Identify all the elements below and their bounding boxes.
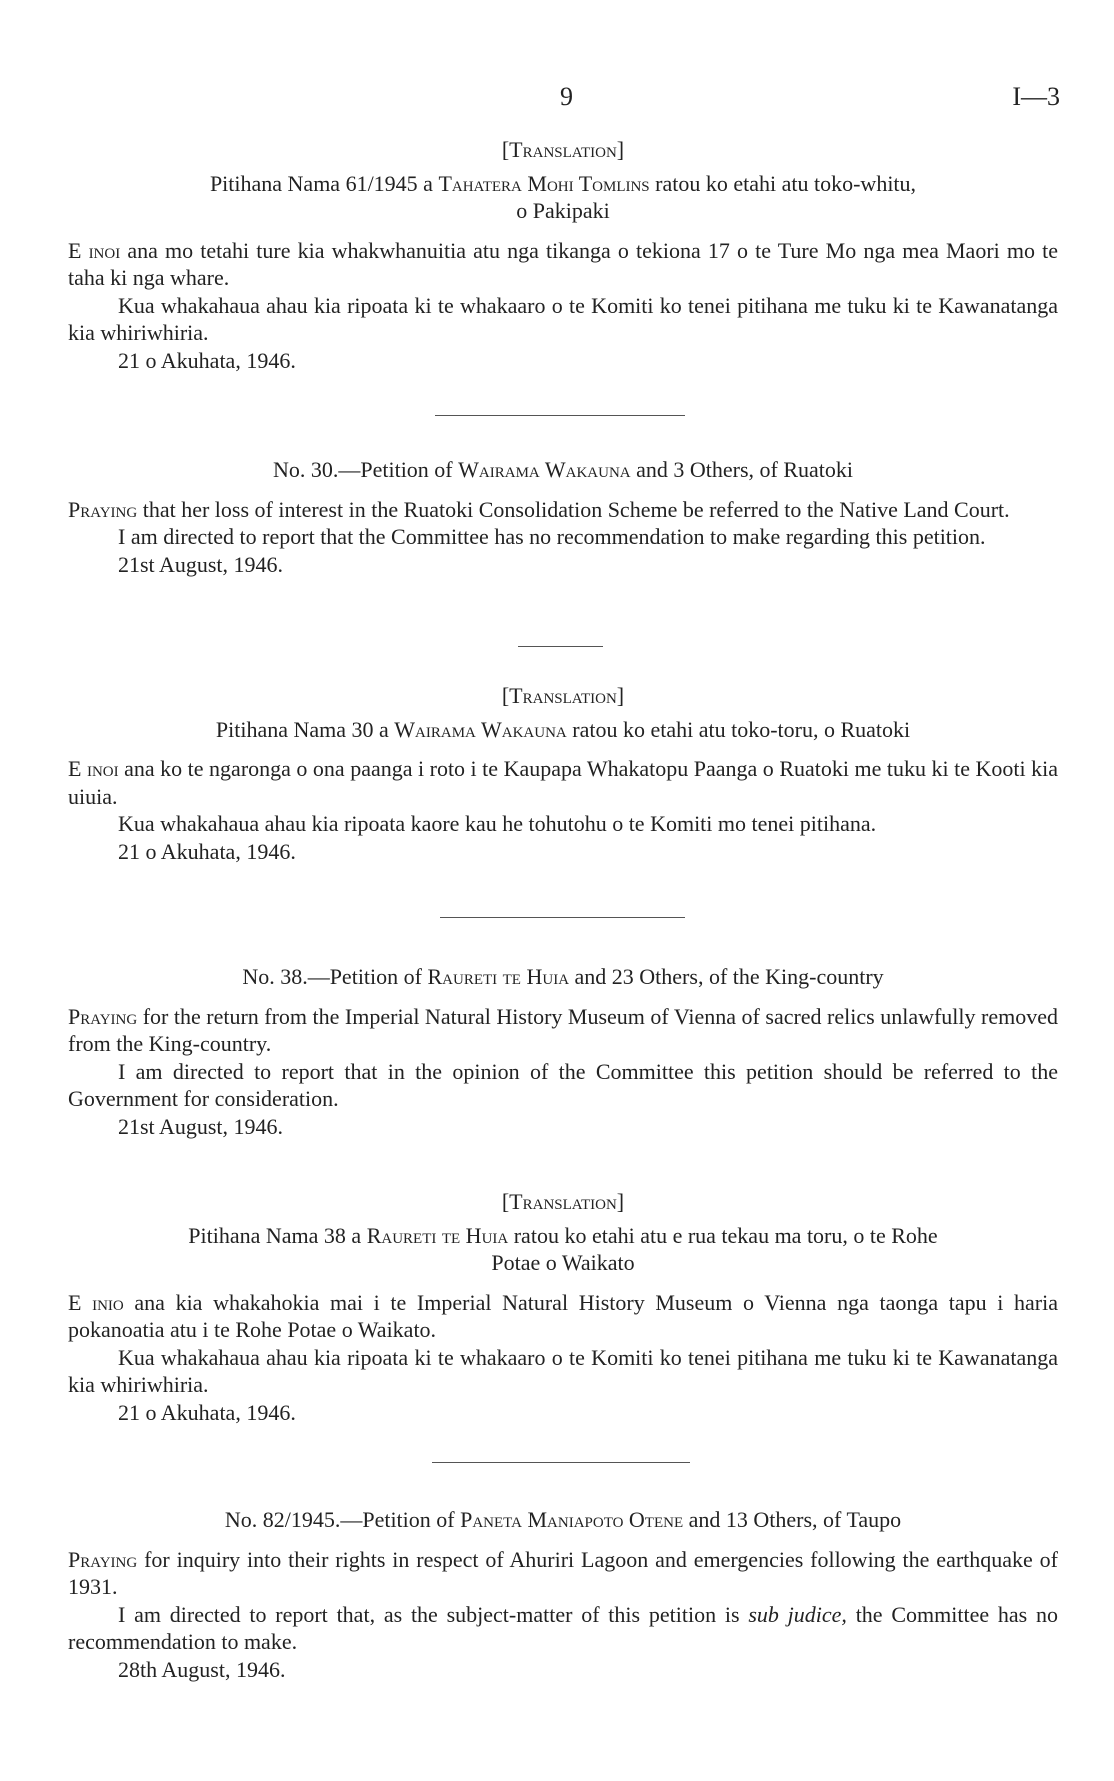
translation-section-61-1945: [68, 136, 1058, 374]
lead-word: Praying: [68, 1003, 138, 1029]
petitioner-name: Tahatera Mohi Tomlins: [438, 170, 650, 196]
petition-title: [68, 1506, 1058, 1534]
petition-title: [68, 1222, 1058, 1277]
report-text: I am directed to report that, as the subject-matter of this petition is: [118, 1601, 749, 1627]
petitioner-name: Paneta Maniapoto Otene: [460, 1507, 684, 1532]
section-divider: [435, 415, 685, 416]
report-date: 28th August, 1946.: [118, 1656, 286, 1682]
committee-report: I am directed to report that the Committee has no recommendation to make regarding this petition.: [118, 524, 986, 549]
petition-prayer: [68, 237, 1058, 292]
petition-prayer: [68, 1546, 1058, 1601]
section-divider: [440, 917, 685, 918]
committee-report: Kua whakahaua ahau kia ripoata ki te whakaaro o te Komiti ko tenei pitihana me tuku ki te Kawanatanga kia whiriwhiria.: [68, 292, 1058, 345]
title-line2: Potae o Waikato: [491, 1250, 635, 1275]
report-date: 21st August, 1946.: [118, 551, 284, 577]
petition-section-82-1945: [68, 1506, 1058, 1683]
translation-heading: [Translation]: [501, 137, 625, 162]
title-prefix: Pitihana Nama 30 a: [215, 716, 395, 742]
report-date: 21 o Akuhata, 1946.: [118, 1399, 296, 1425]
committee-report: [68, 1601, 1058, 1656]
petitioner-name: Wairama Wakauna: [394, 716, 567, 742]
petition-prayer: [68, 755, 1058, 810]
petition-title: [68, 456, 1058, 484]
petition-prayer: [68, 1003, 1058, 1058]
petitioner-name: Wairama Wakauna: [458, 457, 631, 482]
petition-title: [68, 716, 1058, 744]
report-date: 21 o Akuhata, 1946.: [118, 347, 296, 373]
petition-section-38: [68, 963, 1058, 1140]
page-reference: I—3: [1012, 82, 1060, 111]
prayer-text: ana mo tetahi ture kia whakwhanuitia atu nga tikanga o tekiona 17 o te Ture Mo nga mea Maori mo te taha ki nga whare.: [68, 237, 1059, 290]
title-suffix: ratou ko etahi atu e rua tekau ma toru, o te Rohe: [508, 1222, 938, 1248]
title-suffix: ratou ko etahi atu toko-toru, o Ruatoki: [566, 716, 911, 742]
title-line2: o Pakipaki: [516, 198, 610, 223]
translation-heading: [Translation]: [501, 683, 625, 708]
title-prefix: Pitihana Nama 38 a: [188, 1222, 367, 1248]
petition-prayer: [68, 1289, 1058, 1344]
petitioner-name: Raureti te Huia: [427, 964, 570, 989]
sub-judice-term: sub judice,: [748, 1601, 847, 1627]
page-number: 9: [560, 82, 573, 111]
petitioner-name: Raureti te Huia: [366, 1222, 509, 1248]
title-prefix: No. 82/1945.—Petition of: [224, 1507, 461, 1532]
petition-prayer: [68, 496, 1058, 524]
section-divider: [518, 646, 603, 647]
lead-word: Praying: [68, 496, 138, 522]
committee-report: Kua whakahaua ahau kia ripoata ki te whakaaro o te Komiti ko tenei pitihana me tuku ki te Kawanatanga kia whiriwhiria.: [68, 1344, 1058, 1397]
title-suffix: and 13 Others, of Taupo: [683, 1507, 902, 1532]
title-suffix: and 23 Others, of the King-country: [569, 964, 884, 989]
committee-report: I am directed to report that in the opinion of the Committee this petition should be referred to the Government for consideration.: [68, 1058, 1058, 1111]
report-date: 21st August, 1946.: [118, 1113, 284, 1139]
petition-title: [68, 170, 1058, 225]
prayer-text: for the return from the Imperial Natural History Museum of Vienna of sacred relics unlawfully removed from the King-country.: [68, 1003, 1058, 1056]
title-prefix: No. 30.—Petition of: [272, 457, 459, 482]
translation-section-38: [68, 1188, 1058, 1426]
lead-word: E inoi: [68, 756, 119, 781]
section-divider: [432, 1462, 690, 1463]
petition-section-30: [68, 456, 1058, 578]
title-suffix: ratou ko etahi atu toko-whitu,: [649, 170, 917, 196]
report-date: 21 o Akuhata, 1946.: [118, 838, 296, 864]
prayer-text: that her loss of interest in the Ruatoki Consolidation Scheme be referred to the Native Land Court.: [137, 496, 1010, 522]
petition-title: [68, 963, 1058, 991]
lead-word: E inoi: [68, 237, 121, 263]
lead-word: Praying: [68, 1546, 138, 1572]
title-prefix: Pitihana Nama 61/1945 a: [209, 170, 439, 196]
prayer-text: ana kia whakahokia mai i te Imperial Natural History Museum o Vienna nga taonga tapu i haria pokanoatia atu i te Rohe Potae o Waikato.: [68, 1289, 1059, 1342]
translation-heading: [Translation]: [501, 1189, 625, 1214]
lead-word: E inio: [68, 1289, 124, 1315]
translation-section-30: [68, 682, 1058, 865]
title-prefix: No. 38.—Petition of: [242, 964, 428, 989]
prayer-text: ana ko te ngaronga o ona paanga i roto i te Kaupapa Whakatopu Paanga o Ruatoki me tuku ki te Kooti kia uiuia.: [68, 756, 1058, 809]
committee-report: Kua whakahaua ahau kia ripoata kaore kau he tohutohu o te Komiti mo tenei pitihana.: [118, 811, 877, 836]
report-text-end: the Committee has no recommendation to make.: [68, 1601, 1058, 1654]
prayer-text: for inquiry into their rights in respect of Ahuriri Lagoon and emergencies following the earthquake of 1931.: [68, 1546, 1058, 1599]
title-suffix: and 3 Others, of Ruatoki: [630, 457, 854, 482]
